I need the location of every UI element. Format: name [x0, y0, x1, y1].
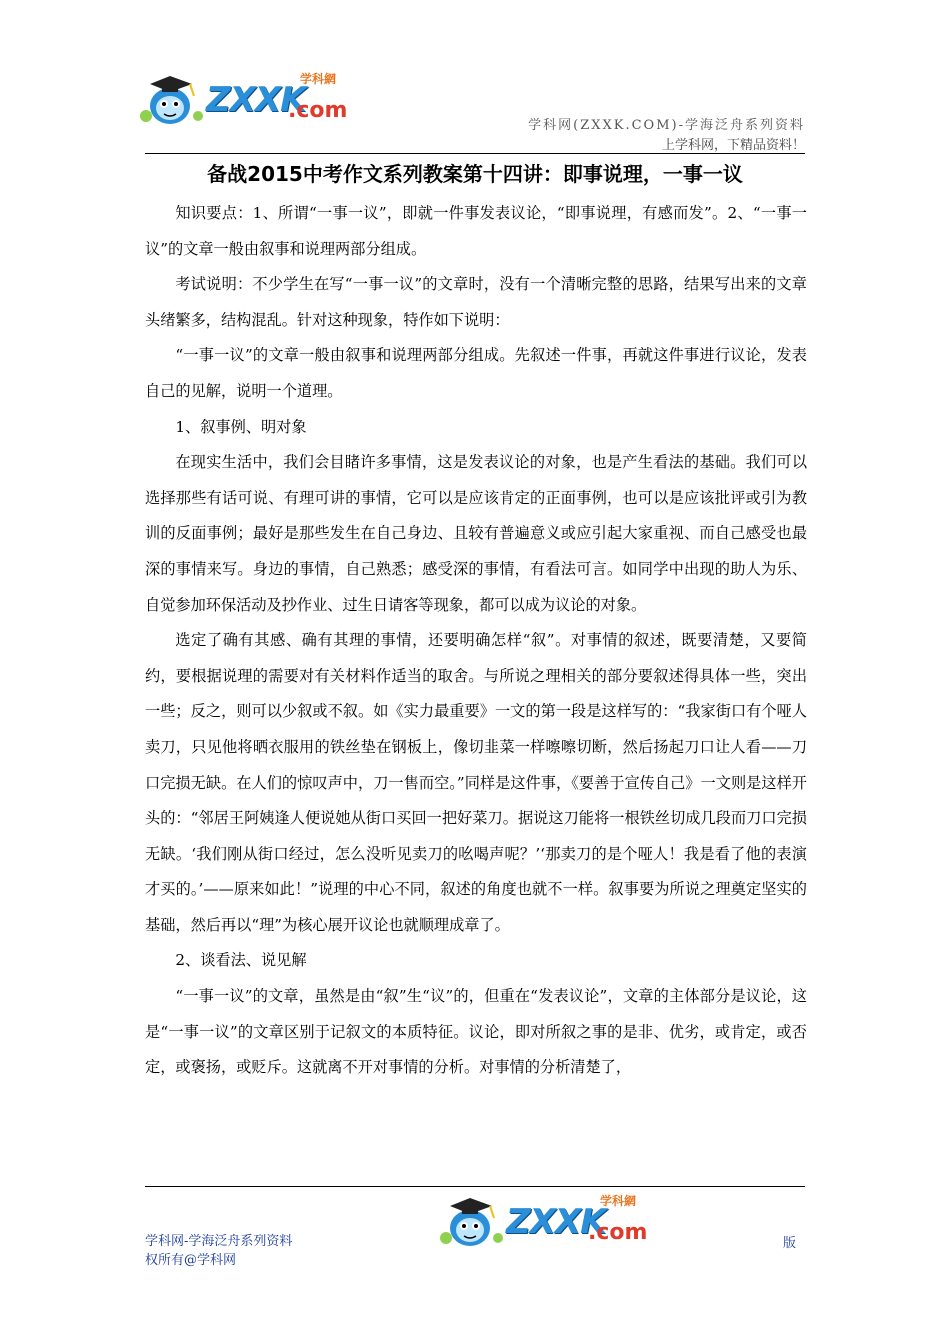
paragraph: 知识要点：1、所谓“一事一议”，即就一件事发表议论，“即事说理，有感而发”。2、“一事一议”的文章一般由叙事和说理两部分组成。	[145, 204, 807, 258]
footer-copyright: 权所有@学科网	[145, 1253, 237, 1268]
footer-divider	[145, 1186, 805, 1187]
mascot-icon	[440, 1188, 510, 1256]
footer-series-link[interactable]: 学科网-学海泛舟系列资料	[145, 1234, 293, 1249]
footer-left	[145, 1232, 292, 1270]
section-heading: 1、叙事例、明对象	[175, 417, 307, 436]
logo-com-text: .com	[288, 98, 348, 123]
logo-brand-text: ZXXK	[206, 80, 306, 120]
site-logo	[140, 66, 355, 134]
logo-com-text: .com	[588, 1220, 648, 1245]
logo-cn-text: 学科網	[600, 1194, 637, 1208]
logo-cn-text: 学科網	[300, 72, 337, 86]
footer-right-text: 版	[783, 1236, 797, 1251]
paragraph: “一事一议”的文章一般由叙事和说理两部分组成。先叙述一件事，再就这件事进行议论，发表自己的见解，说明一个道理。	[145, 346, 807, 400]
paragraph: 在现实生活中，我们会目睹许多事情，这是发表议论的对象，也是产生看法的基础。我们可以选择那些有话可说、有理可讲的事情，它可以是应该肯定的正面事例，也可以是应该批评或引为教训的反面事例；最好是那些发生在自己身边、且较有普遍意义或应引起大家重视、而自己感受也最深的事情来写。身边的事情，自己熟悉；感受深的事情，有看法可言。如同学中出现的助人为乐、自觉参加环保活动及抄作业、过生日请客等现象，都可以成为议论的对象。	[145, 453, 807, 614]
paragraph: 考试说明：不少学生在写“一事一议”的文章时，没有一个清晰完整的思路，结果写出来的文章头绪繁多，结构混乱。针对这种现象，特作如下说明：	[145, 275, 807, 329]
document-body	[145, 196, 807, 1086]
paragraph: “一事一议”的文章，虽然是由“叙”生“议”的，但重在“发表议论”，文章的主体部分是议论，这是“一事一议”的文章区别于记叙文的本质特征。议论，即对所叙之事的是非、优劣，或肯定，或否定，或褒扬，或贬斥。这就离不开对事情的分析。对事情的分析清楚了，	[145, 987, 807, 1077]
logo-brand-text: ZXXK	[506, 1202, 606, 1242]
document-title: 备战2015中考作文系列教案第十四讲：即事说理，一事一议	[207, 162, 743, 186]
header-divider	[145, 153, 805, 154]
header-site-line: 学科网(ZXXK.COM)-学海泛舟系列资料	[528, 118, 805, 133]
paragraph: 选定了确有其感、确有其理的事情，还要明确怎样“叙”。对事情的叙述，既要清楚，又要简约，要根据说理的需要对有关材料作适当的取舍。与所说之理相关的部分要叙述得具体一些，突出一些；反之，则可以少叙或不叙。如《实力最重要》一文的第一段是这样写的：“我家街口有个哑人卖刀，只见他将晒衣服用的铁丝垫在钢板上，像切韭菜一样嚓嚓切断，然后扬起刀口让人看——刀口完损无缺。在人们的惊叹声中，刀一售而空。”同样是这件事，《要善于宣传自己》一文则是这样开头的：“邻居王阿姨逢人便说她从街口买回一把好菜刀。据说这刀能将一根铁丝切成几段而刀口完损无缺。‘我们刚从街口经过，怎么没听见卖刀的吆喝声呢？’‘那卖刀的是个哑人！我是看了他的表演才买的。’——原来如此！”说理的中心不同，叙述的角度也就不一样。叙事要为所说之理奠定坚实的基础，然后再以“理”为核心展开议论也就顺理成章了。	[145, 631, 807, 934]
footer-logo	[440, 1188, 655, 1256]
mascot-icon	[140, 66, 210, 134]
header-slogan: 上学科网，下精品资料！	[661, 138, 805, 153]
section-heading: 2、谈看法、说见解	[175, 951, 307, 970]
